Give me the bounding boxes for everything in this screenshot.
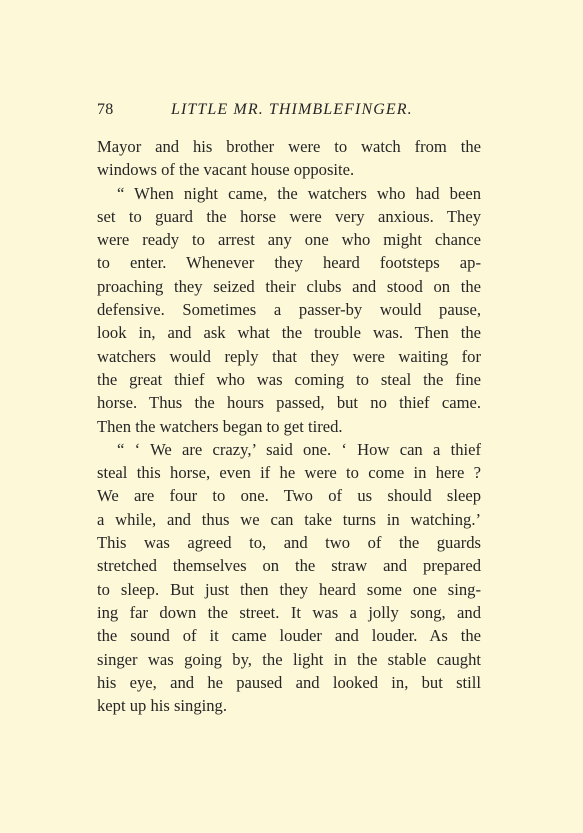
text-line: a while, and thus we can take turns in watching.’ [97,509,481,529]
text-line: the sound of it came louder and louder. As the [97,626,481,646]
body-text [97,135,481,717]
text-line: “ When night came, the watchers who had been [117,183,481,203]
text-line: ing far down the street. It was a jolly song, and [97,602,481,622]
text-line: Mayor and his brother were to watch from the [97,137,481,156]
text-line: Then the watchers began to get tired. [97,416,343,436]
text-line: stretched themselves on the straw and prepared [97,556,481,576]
text-line: We are four to one. Two of us should sleep [97,486,481,506]
text-line: watchers would reply that they were waiting for [97,346,481,366]
text-line: proaching they seized their clubs and stood on the [97,276,481,296]
text-line: his eye, and he paused and looked in, but still [97,672,481,692]
text-line: kept up his singing. [97,696,227,716]
page-number: 78 [97,101,114,118]
running-head [97,101,481,123]
text-line: singer was going by, the light in the stable caught [97,649,481,669]
text-line: defensive. Sometimes a passer-by would pause, [97,300,481,320]
text-line: look in, and ask what the trouble was. Then the [97,323,481,343]
text-line: to enter. Whenever they heard footsteps ap- [97,253,481,273]
text-line: to sleep. But just then they heard some one sing- [97,579,481,599]
text-line: This was agreed to, and two of the guards [97,533,481,553]
text-line: steal this horse, even if he were to come in here ? [97,463,481,483]
text-line: horse. Thus the hours passed, but no thief came. [97,393,481,413]
running-title: LITTLE MR. THIMBLEFINGER. [171,101,413,118]
text-line: the great thief who was coming to steal the fine [97,369,481,389]
text-line: set to guard the horse were very anxious. They [97,206,481,226]
text-line: windows of the vacant house opposite. [97,160,355,180]
text-line: “ ‘ We are crazy,’ said one. ‘ How can a thief [117,439,481,459]
text-line: were ready to arrest any one who might chance [97,230,481,250]
